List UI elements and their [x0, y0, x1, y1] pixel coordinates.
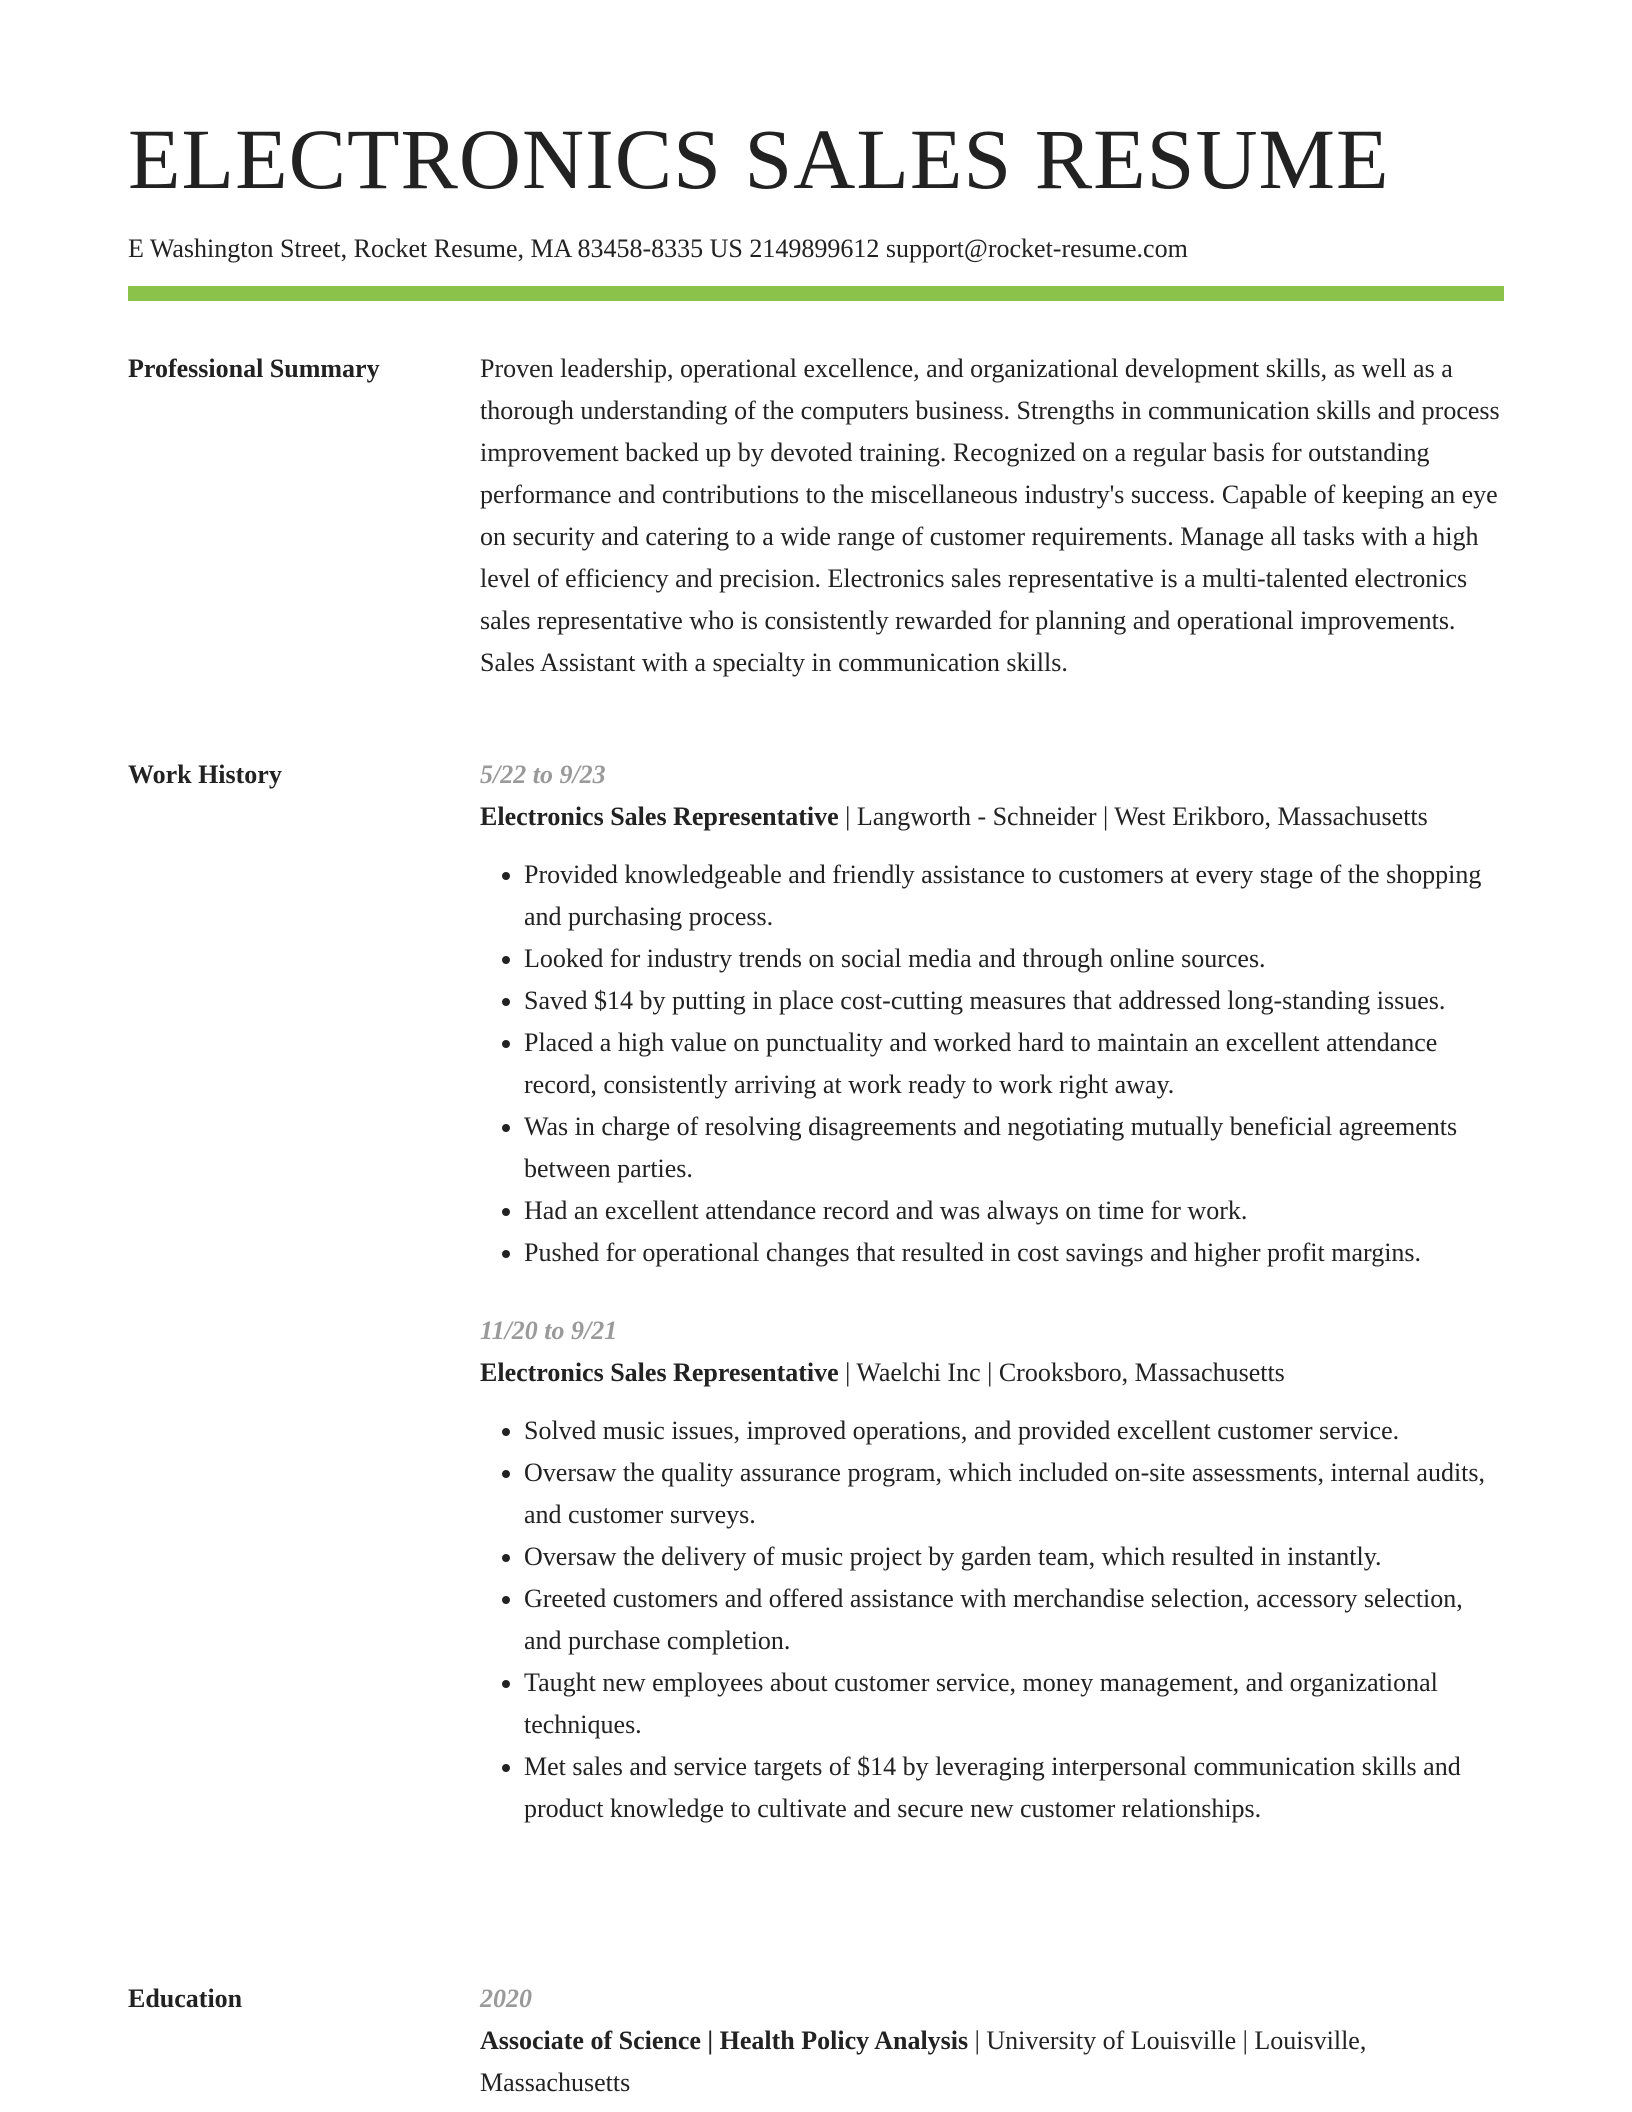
education-details: | University of Louisville | Louisville, Massachusetts	[480, 2026, 1367, 2097]
job-bullet: • Met sales and service targets of $14 by leveraging interpersonal communication skills and product knowledge to cultivate and secure new customer relationships.	[524, 1746, 1504, 1830]
job-heading	[480, 796, 1504, 838]
job-bullet: • Solved music issues, improved operations, and provided excellent customer service.	[524, 1410, 1504, 1452]
education-body	[480, 1978, 1504, 2104]
work-history-body	[480, 754, 1504, 1830]
job-title: Electronics Sales Representative	[480, 802, 839, 831]
summary-label: Professional Summary	[128, 354, 380, 383]
contact-email: support@rocket-resume.com	[885, 234, 1188, 263]
contact-address: E Washington Street, Rocket Resume, MA 83458-8335 US	[128, 234, 743, 263]
job-title: Electronics Sales Representative	[480, 1358, 839, 1387]
job-bullets	[480, 854, 1504, 1274]
job-entry	[480, 1310, 1504, 1830]
resume-title: ELECTRONICS SALES RESUME	[128, 111, 1390, 207]
education-degree: Associate of Science | Health Policy Analysis	[480, 2026, 969, 2055]
job-entry	[480, 754, 1504, 1274]
job-bullets	[480, 1410, 1504, 1830]
accent-divider	[128, 286, 1504, 301]
job-bullet: • Looked for industry trends on social media and through online sources.	[524, 938, 1504, 980]
education-year: 2020	[480, 1984, 532, 2013]
job-heading	[480, 1352, 1504, 1394]
education-heading	[480, 2020, 1504, 2104]
job-bullet: • Saved $14 by putting in place cost-cutting measures that addressed long-standing issues.	[524, 980, 1504, 1022]
job-bullet: • Was in charge of resolving disagreements and negotiating mutually beneficial agreements between parties.	[524, 1106, 1504, 1190]
job-bullet: • Provided knowledgeable and friendly assistance to customers at every stage of the shopping and purchasing process.	[524, 854, 1504, 938]
job-details: | Waelchi Inc | Crooksboro, Massachusetts	[838, 1358, 1285, 1387]
job-bullet: • Oversaw the delivery of music project by garden team, which resulted in instantly.	[524, 1536, 1504, 1578]
job-bullet: • Taught new employees about customer service, money management, and organizational techniques.	[524, 1662, 1504, 1746]
job-bullet: • Greeted customers and offered assistance with merchandise selection, accessory selection, and purchase completion.	[524, 1578, 1504, 1662]
job-dates: 5/22 to 9/23	[480, 760, 606, 789]
contact-phone: 2149899612	[749, 234, 880, 263]
job-dates: 11/20 to 9/21	[480, 1316, 618, 1345]
summary-text: Proven leadership, operational excellence, and organizational development skills, as well as a thorough understanding of the computers business. Strengths in communication skills and process improvement backed up by devoted training. Recognized on a regular basis for outstanding performance and contributions to the miscellaneous industry's success. Capable of keeping an eye on security and catering to a wide range of customer requirements. Manage all tasks with a high level of efficiency and precision. Electronics sales representative is a multi-talented electronics sales representative who is consistently rewarded for planning and operational improvements. Sales Assistant with a specialty in communication skills.	[480, 354, 1500, 677]
contact-line	[128, 233, 1188, 264]
job-bullet: • Had an excellent attendance record and was always on time for work.	[524, 1190, 1504, 1232]
job-bullet: • Pushed for operational changes that resulted in cost savings and higher profit margins.	[524, 1232, 1504, 1274]
job-details: | Langworth - Schneider | West Erikboro, Massachusetts	[838, 802, 1428, 831]
job-bullet: • Oversaw the quality assurance program, which included on-site assessments, internal audits, and customer surveys.	[524, 1452, 1504, 1536]
education-label: Education	[128, 1984, 243, 2013]
job-bullet: • Placed a high value on punctuality and worked hard to maintain an excellent attendance record, consistently arriving at work ready to work right away.	[524, 1022, 1504, 1106]
summary-body	[480, 348, 1504, 684]
work-history-label: Work History	[128, 760, 282, 789]
